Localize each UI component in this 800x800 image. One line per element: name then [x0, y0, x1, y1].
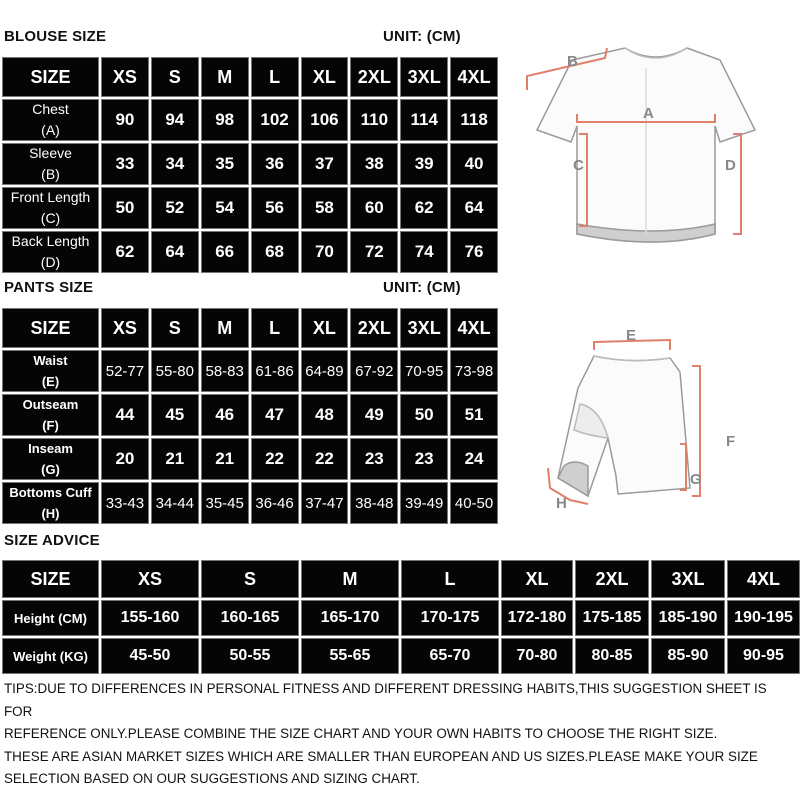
table-cell: 39-49	[400, 482, 448, 524]
table-cell: 36-46	[251, 482, 299, 524]
table-cell: 60	[350, 187, 398, 229]
table-row	[2, 600, 800, 636]
table-cell: 90	[101, 99, 149, 141]
row-label-back-length: Back Length (D)	[2, 231, 99, 273]
row-label-height: Height (CM)	[2, 600, 99, 636]
table-cell: 102	[251, 99, 299, 141]
table-cell: 22	[301, 438, 349, 480]
label-c: C	[573, 157, 584, 174]
table-cell: 45	[151, 394, 199, 436]
table-row	[2, 231, 498, 273]
size-4xl: 4XL	[450, 57, 498, 97]
blouse-size-table	[0, 55, 500, 275]
row-label-chest: Chest (A)	[2, 99, 99, 141]
table-row	[2, 350, 498, 392]
label-g: G	[690, 471, 702, 488]
table-cell: 40	[450, 143, 498, 185]
table-cell: 64	[151, 231, 199, 273]
size-s: S	[151, 57, 199, 97]
size-m: M	[201, 57, 249, 97]
table-cell: 74	[400, 231, 448, 273]
table-cell: 94	[151, 99, 199, 141]
label-f: F	[726, 433, 736, 450]
label-h: H	[556, 495, 567, 512]
size-advice-table	[0, 558, 800, 676]
table-cell: 58-83	[201, 350, 249, 392]
table-cell: 170-175	[401, 600, 499, 636]
table-cell: 37-47	[301, 482, 349, 524]
row-label-inseam: Inseam (G)	[2, 438, 99, 480]
tips-text	[4, 678, 796, 791]
size-s: S	[151, 308, 199, 348]
pants-size-title: PANTS SIZE	[4, 279, 94, 296]
table-cell: 34	[151, 143, 199, 185]
table-cell: 54	[201, 187, 249, 229]
table-row	[2, 187, 498, 229]
size-xl: XL	[301, 57, 349, 97]
table-cell: 64-89	[301, 350, 349, 392]
table-cell: 85-90	[651, 638, 725, 674]
size-xs: XS	[101, 57, 149, 97]
blouse-size-title: BLOUSE SIZE	[4, 28, 107, 45]
table-cell: 80-85	[575, 638, 649, 674]
table-cell: 20	[101, 438, 149, 480]
table-cell: 68	[251, 231, 299, 273]
table-row	[2, 143, 498, 185]
table-cell: 23	[400, 438, 448, 480]
table-cell: 46	[201, 394, 249, 436]
tips-line: TIPS:DUE TO DIFFERENCES IN PERSONAL FITNESS AND DIFFERENT DRESSING HABITS,THIS SUGGESTION SHEET IS FOR	[4, 681, 767, 719]
table-cell: 22	[251, 438, 299, 480]
table-header-row	[2, 308, 498, 348]
table-cell: 70-80	[501, 638, 573, 674]
table-header-row	[2, 560, 800, 598]
size-xl: XL	[501, 560, 573, 598]
table-cell: 110	[350, 99, 398, 141]
table-cell: 34-44	[151, 482, 199, 524]
table-row	[2, 438, 498, 480]
table-cell: 50	[101, 187, 149, 229]
shorts-diagram	[530, 318, 800, 518]
table-row	[2, 99, 498, 141]
table-cell: 118	[450, 99, 498, 141]
size-header: SIZE	[2, 57, 99, 97]
table-cell: 40-50	[450, 482, 498, 524]
size-3xl: 3XL	[651, 560, 725, 598]
size-m: M	[201, 308, 249, 348]
table-cell: 160-165	[201, 600, 299, 636]
size-s: S	[201, 560, 299, 598]
table-cell: 36	[251, 143, 299, 185]
row-label-sleeve: Sleeve (B)	[2, 143, 99, 185]
table-cell: 45-50	[101, 638, 199, 674]
table-cell: 33-43	[101, 482, 149, 524]
size-m: M	[301, 560, 399, 598]
table-cell: 62	[400, 187, 448, 229]
table-cell: 52-77	[101, 350, 149, 392]
label-b: B	[567, 53, 578, 70]
table-cell: 48	[301, 394, 349, 436]
table-cell: 67-92	[350, 350, 398, 392]
table-cell: 76	[450, 231, 498, 273]
table-cell: 35-45	[201, 482, 249, 524]
table-cell: 21	[201, 438, 249, 480]
label-e: E	[626, 327, 637, 344]
measure-d	[733, 134, 741, 234]
size-l: L	[251, 57, 299, 97]
row-label-front-length: Front Length (C)	[2, 187, 99, 229]
table-header-row	[2, 57, 498, 97]
table-row	[2, 482, 498, 524]
size-2xl: 2XL	[350, 308, 398, 348]
row-label-weight: Weight (KG)	[2, 638, 99, 674]
table-cell: 47	[251, 394, 299, 436]
size-3xl: 3XL	[400, 57, 448, 97]
pants-size-table	[0, 306, 500, 526]
size-l: L	[401, 560, 499, 598]
table-cell: 37	[301, 143, 349, 185]
table-cell: 175-185	[575, 600, 649, 636]
table-cell: 35	[201, 143, 249, 185]
table-cell: 114	[400, 99, 448, 141]
table-cell: 50-55	[201, 638, 299, 674]
size-header: SIZE	[2, 560, 99, 598]
table-cell: 165-170	[301, 600, 399, 636]
table-cell: 98	[201, 99, 249, 141]
table-cell: 70	[301, 231, 349, 273]
table-row	[2, 638, 800, 674]
table-cell: 65-70	[401, 638, 499, 674]
tips-line: SELECTION BASED ON OUR SUGGESTIONS AND SIZING CHART.	[4, 771, 420, 786]
size-4xl: 4XL	[450, 308, 498, 348]
table-cell: 185-190	[651, 600, 725, 636]
pants-unit-label: UNIT: (CM)	[383, 279, 461, 296]
table-cell: 55-80	[151, 350, 199, 392]
size-header: SIZE	[2, 308, 99, 348]
table-cell: 106	[301, 99, 349, 141]
row-label-bottoms-cuff: Bottoms Cuff (H)	[2, 482, 99, 524]
size-2xl: 2XL	[575, 560, 649, 598]
size-xs: XS	[101, 560, 199, 598]
table-cell: 52	[151, 187, 199, 229]
blouse-unit-label: UNIT: (CM)	[383, 28, 461, 45]
table-cell: 21	[151, 438, 199, 480]
tips-line: REFERENCE ONLY.PLEASE COMBINE THE SIZE CHART AND YOUR OWN HABITS TO CHOOSE THE RIGHT SIZE.	[4, 726, 718, 741]
table-cell: 62	[101, 231, 149, 273]
row-label-waist: Waist (E)	[2, 350, 99, 392]
table-cell: 66	[201, 231, 249, 273]
table-cell: 55-65	[301, 638, 399, 674]
table-cell: 190-195	[727, 600, 800, 636]
table-cell: 56	[251, 187, 299, 229]
table-cell: 72	[350, 231, 398, 273]
table-cell: 58	[301, 187, 349, 229]
table-cell: 172-180	[501, 600, 573, 636]
table-cell: 49	[350, 394, 398, 436]
table-cell: 39	[400, 143, 448, 185]
label-a: A	[643, 105, 654, 122]
table-cell: 33	[101, 143, 149, 185]
table-cell: 51	[450, 394, 498, 436]
size-4xl: 4XL	[727, 560, 800, 598]
size-2xl: 2XL	[350, 57, 398, 97]
tips-line: THESE ARE ASIAN MARKET SIZES WHICH ARE SMALLER THAN EUROPEAN AND US SIZES.PLEASE MAKE YOUR SIZE	[4, 748, 758, 764]
table-cell: 155-160	[101, 600, 199, 636]
table-cell: 61-86	[251, 350, 299, 392]
table-row	[2, 394, 498, 436]
table-cell: 73-98	[450, 350, 498, 392]
table-cell: 64	[450, 187, 498, 229]
label-d: D	[725, 157, 736, 174]
table-cell: 24	[450, 438, 498, 480]
size-xs: XS	[101, 308, 149, 348]
jersey-diagram	[515, 38, 795, 258]
table-cell: 44	[101, 394, 149, 436]
table-cell: 70-95	[400, 350, 448, 392]
table-cell: 23	[350, 438, 398, 480]
size-xl: XL	[301, 308, 349, 348]
table-cell: 90-95	[727, 638, 800, 674]
table-cell: 38	[350, 143, 398, 185]
table-cell: 38-48	[350, 482, 398, 524]
size-3xl: 3XL	[400, 308, 448, 348]
size-l: L	[251, 308, 299, 348]
size-advice-title: SIZE ADVICE	[4, 532, 100, 549]
row-label-outseam: Outseam (F)	[2, 394, 99, 436]
table-cell: 50	[400, 394, 448, 436]
